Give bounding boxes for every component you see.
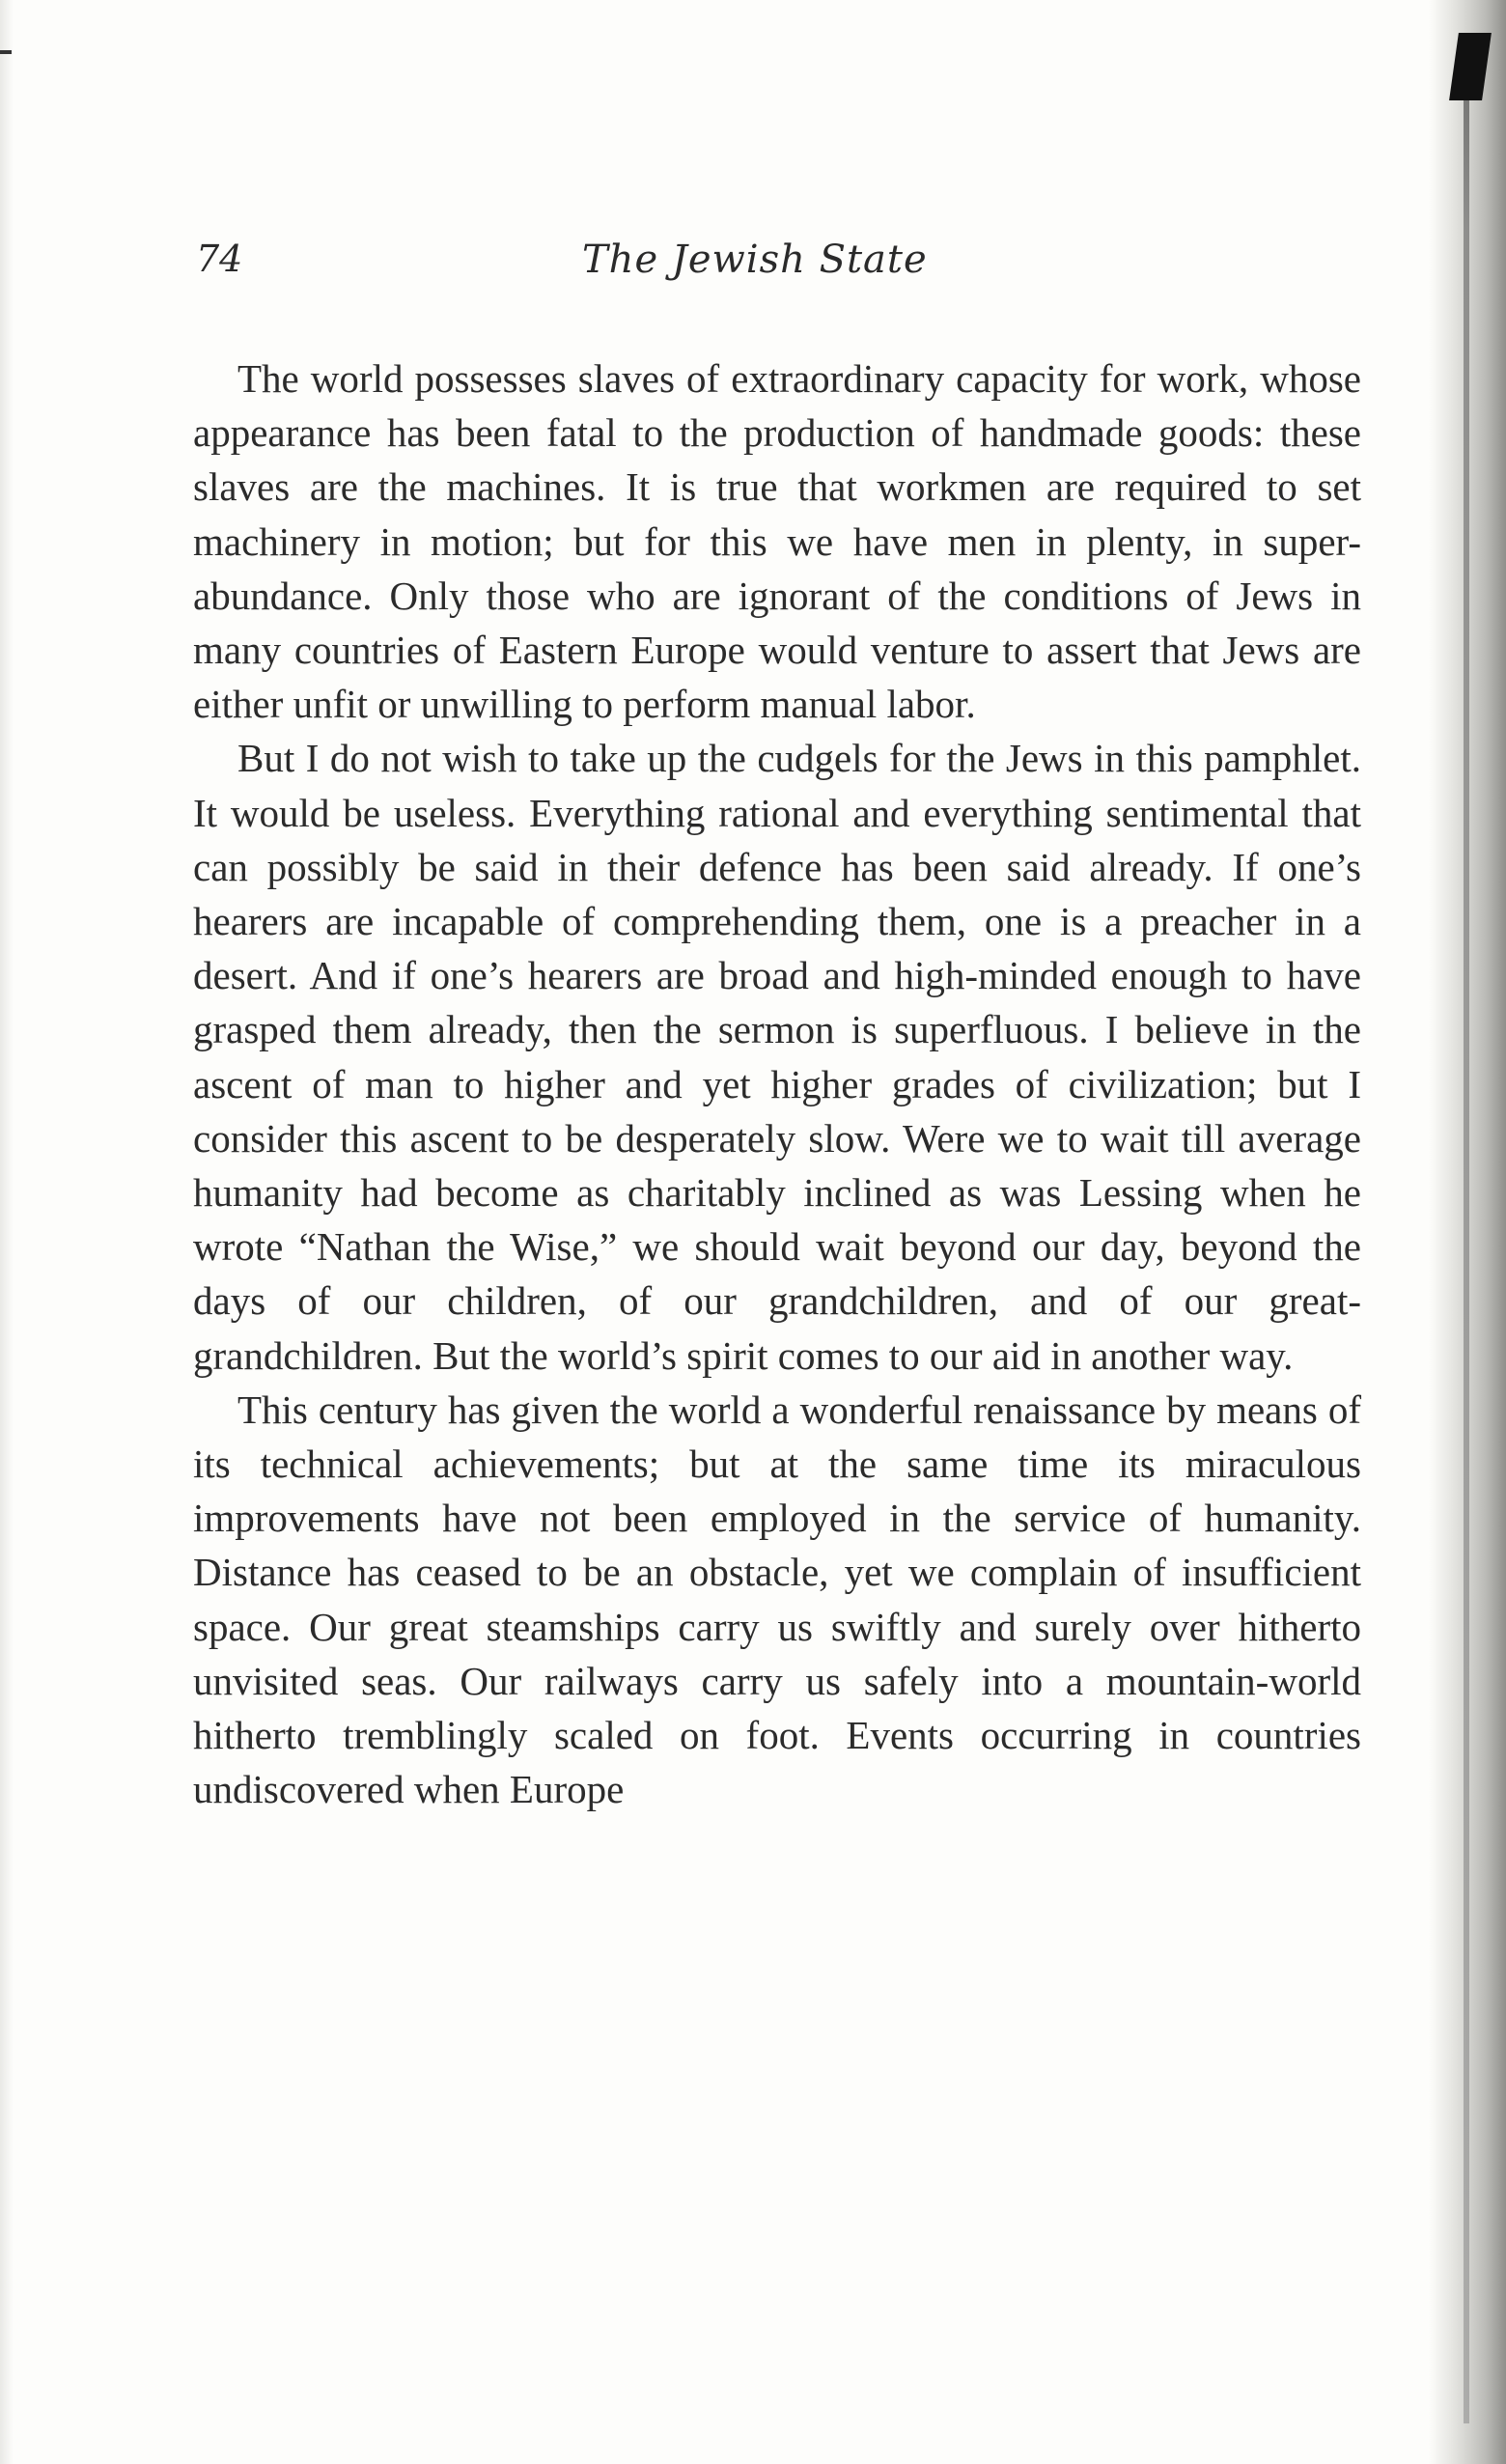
paragraph: The world possesses slaves of extraordinary capacity for work, whose appearance has been fatal to the production of handmade goods: these slaves are the machines. It is true that workmen are required to set machinery in motion; but for this we have men in plenty, in super-abundance. Only those who are ignorant of the conditions of Jews in many countries of Eastern Europe would venture to assert that Jews are either unfit or unwilling to perform manual labor. (193, 356, 1361, 727)
page-number: 74 (196, 238, 243, 280)
page-left-edge (0, 0, 14, 2464)
running-header (196, 238, 1364, 295)
book-title: The Jewish State (582, 238, 928, 282)
paragraph: But I do not wish to take up the cudgels for the Jews in this pamphlet. It would be useless. Everything rational and everything sentimental that can possibly be said in their defence has been said already. If one’s hearers are incapable of comprehending them, one is a preacher in a desert. And if one’s hearers are broad and high-minded enough to have grasped them already, then the sermon is superfluous. I believe in the ascent of man to higher and yet higher grades of civilization; but I consider this ascent to be desperately slow. Were we to wait till average humanity had become as charitably inclined as was Lessing when he wrote “Nathan the Wise,” we should wait beyond our day, beyond the days of our children, of our grandchildren, and of our great-grandchildren. But the world’s spirit comes to our aid in another way. (193, 736, 1361, 1378)
scan-corner-mark (0, 50, 12, 54)
paragraph: This century has given the world a wonderful renaissance by means of its technical achievements; but at the same time its miraculous improvements have not been employed in the service of humanity. Distance has ceased to be an obstacle, yet we complain of insufficient space. Our great steamships carry us swiftly and surely over hitherto unvisited seas. Our railways carry us safely into a mountain-world hitherto tremblingly scaled on foot. Events occurring in countries undiscovered when Europe (193, 1386, 1361, 1812)
book-spine-line (1464, 39, 1469, 2423)
body-text (193, 351, 1361, 1816)
